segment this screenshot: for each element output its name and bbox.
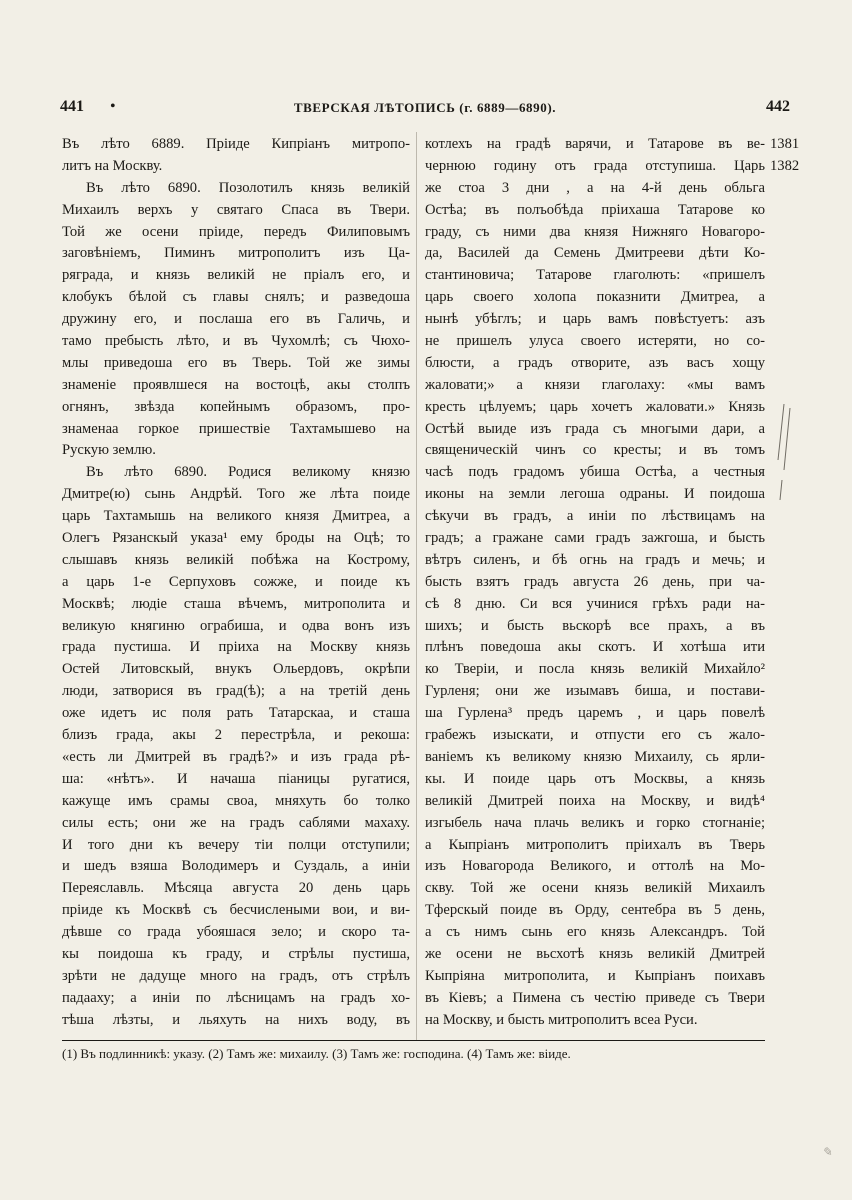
text-line: не пришелъ улуса своего истеряти, но со-	[425, 333, 765, 350]
text-line: кы. И поиде царь отъ Москвы, а князь	[425, 770, 765, 787]
text-line: И того дни къ вечеру тіи полци отступили;	[62, 836, 410, 853]
text-line: оже идетъ ис поля рать Татарскаа, и сташа	[62, 705, 410, 722]
text-line: клобукъ бѣлой съ главы снялъ; и разведоша	[62, 289, 410, 306]
right-page-number: 442	[766, 98, 790, 115]
header-bullet: •	[110, 98, 116, 115]
text-line: «есть ли Дмитрей въ градѣ?» и изъ града рѣ-	[62, 748, 410, 765]
text-line: царь своего холопа показнити Дмитреа, а	[425, 289, 765, 306]
pencil-margin-marks	[770, 400, 794, 510]
column-divider	[416, 132, 417, 1040]
text-line: ко Тверіи, и посла князь великій Михайло²	[425, 661, 765, 678]
pencil-annotation: ✎	[821, 1144, 833, 1160]
text-line: царь Тахтамышь на великого князя Дмитреа, а	[62, 508, 410, 525]
text-line: слышавъ князь великій побѣжа на Кострому,	[62, 551, 410, 568]
text-line: священическій чинъ со кресты; и въ томъ	[425, 442, 765, 459]
text-line: Гурленя; они же изымавъ биша, и постави-	[425, 683, 765, 700]
text-line: Тферскый поиде въ Орду, сентебра въ 5 день,	[425, 902, 765, 919]
text-line: вѣтръ силенъ, и бѣ огнь на градъ и мечь; и	[425, 551, 765, 568]
text-line: да, Василей да Семень Дмитрееви дѣти Ко-	[425, 245, 765, 262]
text-line: знаменіе проявлшеся на востоцѣ, акы столпъ	[62, 376, 410, 393]
text-line: Переяславль. Мѣсяца августа 20 день царь	[62, 880, 410, 897]
text-line: на Москву, и бысть митрополитъ всеа Руси.	[425, 1011, 698, 1028]
footnotes: (1) Въ подлинникѣ: указу. (2) Тамъ же: михаилу. (3) Тамъ же: господина. (4) Тамъ же: віиде.	[62, 1046, 571, 1061]
running-title: ТВЕРСКАЯ ЛѢТОПИСЬ (г. 6889—6890).	[293, 100, 557, 115]
text-line: знаменаа горкое пришествіе Тахтамышево на	[62, 420, 410, 437]
text-line: литъ на Москву.	[62, 157, 163, 174]
text-line: грабежъ изыскати, и отпусти его съ жало-	[425, 727, 765, 744]
text-line: изъ Новагорода Великого, и оттолѣ на Мо-	[425, 858, 765, 875]
text-line: часѣ подъ градомъ убиша Остѣа, а честныя	[425, 464, 765, 481]
text-line: млы приведоша его въ Тверь. Той же зимы	[62, 354, 410, 371]
margin-year: 1382	[770, 157, 800, 174]
text-line: сѣ 8 дню. Си вся учинися грѣхъ ради на-	[425, 595, 765, 612]
text-line: Олегъ Рязанскый указа¹ ему броды на Оцѣ; то	[62, 530, 410, 547]
text-line: огнянъ, звѣзда копейнымъ образомъ, про-	[62, 398, 410, 415]
text-line: тѣша лѣзты, и льяхуть на нихъ воду, въ	[62, 1011, 410, 1028]
text-line: ряграда, и князь великій не пріалъ его, и	[62, 267, 410, 284]
text-line: кресть цѣлуемъ; царь хочетъ жаловати.» Князь	[425, 398, 765, 415]
text-line: плѣнъ поведоша акы скотъ. И хотѣша ити	[425, 639, 765, 656]
text-line: падааху; а иніи по лѣсницамъ на градъ хо-	[62, 989, 410, 1006]
text-line: града пустиша. И пріиха на Москву князь	[62, 639, 410, 656]
text-line: въ Кіевъ; а Пимена съ честію приведе съ Твери	[425, 989, 765, 1006]
text-line: ша Гурлена³ предъ царемъ , и царь повелѣ	[425, 705, 765, 722]
text-line: скву. Той же осени князь великій Михаилъ	[425, 880, 765, 897]
text-line: зрѣти не дадуще много на градъ, отъ стрѣлъ	[62, 967, 410, 984]
text-line: тамо пребысть лѣто, и въ Чухомлѣ; съ Чюхо-	[62, 333, 410, 350]
text-line: Остѣй выиде изъ града съ многыми дари, а	[425, 420, 765, 437]
text-line: Въ лѣто 6890. Позолотилъ князь великій	[86, 179, 410, 196]
text-line: Дмитре(ю) сынь Андрѣй. Того же лѣта поиде	[62, 486, 410, 503]
margin-years	[770, 134, 799, 178]
text-line: Въ лѣто 6889. Пріиде Кипріанъ митропо-	[62, 136, 410, 152]
text-line: ваніемъ къ великому князю Михаилу, сь ярли-	[425, 748, 765, 765]
text-line: а царь 1-е Серпуховъ сожже, и поиде къ	[62, 573, 410, 590]
text-line: же осени не вьсхотѣ князь великій Дмитрей	[425, 945, 765, 962]
text-line: же стоа 3 дни , а на 4-й день обльга	[425, 179, 765, 196]
text-line: жаловати;» а князи глаголаху: «мы вамъ	[425, 376, 765, 393]
footnote-rule	[62, 1040, 765, 1041]
text-line: кы поидоша къ граду, и стрѣлы пустиша,	[62, 945, 410, 962]
text-line: граду, съ ними два князя Нижняго Новагоро-	[425, 223, 765, 240]
text-line: Остей Литовскый, внукъ Ольердовъ, окрѣпи	[62, 661, 410, 678]
text-line: дружину его, и послаша его въ Галичь, и	[62, 311, 410, 328]
text-line: ша: «нѣтъ». И начаша піаницы ругатися,	[62, 770, 410, 787]
text-line: близъ града, акы 2 перестрѣла, и рекоша:	[62, 727, 410, 744]
text-line: Той же осени пріиде, передъ Филиповымъ	[62, 223, 410, 240]
text-line: изгыбель нача плачь великъ и горко стогнаніе;	[425, 814, 765, 831]
text-line: Въ лѣто 6890. Родися великому князю	[86, 464, 410, 481]
text-line: Рускую землю.	[62, 442, 156, 459]
text-line: стантиновича; Татарове глаголють: «пришелъ	[425, 267, 765, 284]
text-line: Москвѣ; людіе сташа вѣчемъ, митрополита и	[62, 595, 410, 612]
text-line: Михаилъ верхъ у святаго Спаса въ Твери.	[62, 201, 410, 218]
text-line: великій Дмитрей поиха на Москву, и видѣ⁴	[425, 792, 765, 809]
text-line: силы есть; они же на градъ саблями махаху.	[62, 814, 410, 831]
text-line: кажуще имъ срамы своа, мняхуть бо толко	[62, 792, 410, 809]
text-line: сѣкучи въ градъ, а иніи по лѣствицамъ на	[425, 508, 765, 525]
text-line: шихъ; и бысть вьскорѣ все прахъ, а въ	[425, 617, 765, 634]
text-line: блюсти, а градъ отворите, азъ васъ хощу	[425, 354, 765, 371]
left-page-number: 441	[60, 98, 84, 115]
margin-year: 1381	[770, 136, 800, 152]
text-line: нынѣ убѣглъ; и царь вамъ повѣстуетъ: азъ	[425, 311, 765, 328]
text-line: Кыпріяна митрополита, и Кыпріанъ поихавъ	[425, 967, 765, 984]
left-text-column	[62, 134, 410, 1032]
text-line: а Кыпріанъ митрополитъ пріихалъ въ Тверь	[425, 836, 765, 853]
text-line: Остѣа; въ полъобѣда пріихаша Татарове ко	[425, 201, 765, 218]
text-line: градъ; а гражане сами градъ зажгоша, и бысть	[425, 530, 765, 547]
right-text-column	[425, 134, 765, 1032]
text-line: великую княгиню ограбиша, и одва вонъ изъ	[62, 617, 410, 634]
text-line: пріиде къ Москвѣ съ бесчислеными вои, и ви-	[62, 902, 410, 919]
text-line: заговѣніемъ, Пиминъ митрополитъ изъ Ца-	[62, 245, 410, 262]
text-line: котлехъ на градѣ варячи, и Татарове въ ве-	[425, 136, 765, 152]
page-header	[60, 98, 790, 122]
text-line: бысть взятъ градъ августа 26 день, при ча-	[425, 573, 765, 590]
text-line: и шедъ взяша Володимеръ и Суздаль, а иніи	[62, 858, 410, 875]
text-line: дѣвше со града убояшася зело; и скоро та-	[62, 924, 410, 941]
text-line: чернюю годину отъ града отступиша. Царь	[425, 157, 765, 174]
text-line: люди, затворися въ град(ѣ); а на третій день	[62, 683, 410, 700]
text-line: иконы на земли легоша одраны. И поидоша	[425, 486, 765, 503]
text-line: а съ нимъ сынь его князь Александръ. Той	[425, 924, 765, 941]
